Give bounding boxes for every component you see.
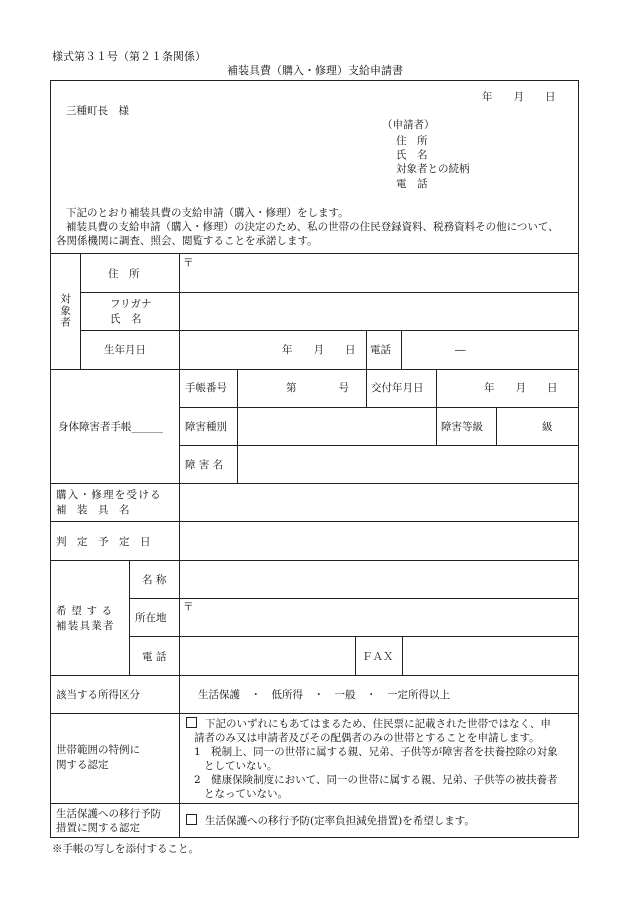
- form-number: 様式第３１号（第２１条関係）: [52, 50, 206, 63]
- assessment-date-label: 判 定 予 定 日: [56, 536, 151, 548]
- household-line-4: としていない。: [204, 760, 278, 772]
- vendor-location-field[interactable]: [180, 599, 578, 636]
- device-label-1: 購入・修理を受ける: [56, 489, 162, 501]
- welfare-checkbox[interactable]: [186, 814, 197, 825]
- household-line-6: となっていない。: [204, 788, 288, 800]
- vendor-name-label: 名 称: [142, 574, 167, 586]
- household-line-1-wrap: [186, 717, 551, 731]
- vendor-label-2: 補装具業者: [56, 620, 115, 632]
- application-date[interactable]: 年 月 日: [482, 91, 556, 103]
- disability-name-field[interactable]: [238, 446, 578, 483]
- applicant-relation-label[interactable]: 対象者との続柄: [396, 163, 470, 175]
- household-line-3: 1 税制上、同一の世帯に属する親、兄弟、子供等が障害者を扶養控除の対象: [194, 746, 558, 758]
- disability-name-label: 障 害 名: [185, 459, 224, 471]
- footer-note: ※手帳の写しを添付すること。: [52, 843, 199, 855]
- income-label: 該当する所得区分: [56, 689, 140, 701]
- welfare-text: 生活保護への移行予防(定率負担減免措置)を希望します。: [205, 815, 475, 827]
- disability-grade-value[interactable]: 級: [542, 421, 553, 433]
- household-checkbox[interactable]: [186, 717, 197, 728]
- form-title: 補装具費（購入・修理）支給申請書: [227, 64, 403, 77]
- addressee: 三種町長 様: [66, 105, 129, 117]
- applicant-address-label[interactable]: 住 所: [396, 135, 428, 147]
- household-line-1: 下記のいずれにもあてはまるため、住民票に記載された世帯ではなく、申: [205, 718, 551, 730]
- subject-address-label: 住 所: [108, 268, 140, 280]
- subject-furigana-label: フリガナ: [110, 298, 152, 310]
- statement-2a: 補装具費の支給申請（購入・修理）の決定のため、私の世帯の住民登録資料、税務資料その他について、: [66, 221, 559, 233]
- income-options[interactable]: 生活保護 ・ 低所得 ・ 一般 ・ 一定所得以上: [198, 689, 450, 701]
- welfare-label-2: 措置に関する認定: [56, 822, 140, 834]
- household-label-1: 世帯範囲の特例に: [56, 744, 140, 756]
- handbook-issue-label: 交付年月日: [371, 382, 424, 394]
- vendor-location-label: 所在地: [135, 612, 167, 624]
- applicant-name-label[interactable]: 氏 名: [396, 149, 428, 161]
- statement-1: 下記のとおり補装具費の支給申請（購入・修理）をします。: [66, 207, 349, 219]
- handbook-number-label: 手帳番号: [185, 382, 227, 394]
- device-label-2: 補 装 具 名: [56, 504, 130, 516]
- disability-type-field[interactable]: [238, 408, 435, 445]
- disability-grade-label: 障害等級: [441, 421, 483, 433]
- welfare-label-1: 生活保護への移行予防: [56, 808, 161, 820]
- subject-phone-separator[interactable]: ―: [455, 344, 466, 356]
- subject-side-label: 対象者: [59, 293, 72, 328]
- household-line-2: 請者のみ又は申請者及びその配偶者のみの世帯とすることを申請します。: [194, 732, 540, 744]
- applicant-heading: （申請者）: [382, 119, 435, 131]
- subject-name-field[interactable]: [180, 293, 578, 330]
- vendor-fax-label: ＦＡＸ: [362, 651, 394, 663]
- handbook-number-value[interactable]: 第 号: [286, 382, 349, 394]
- statement-2b: 各関係機関に調査、照会、閲覧することを承諾します。: [56, 235, 318, 247]
- vendor-postal-mark: 〒: [183, 601, 194, 613]
- assessment-date-field[interactable]: [180, 522, 578, 560]
- household-line-5: 2 健康保険制度において、同一の世帯に属する親、兄弟、子供等の被扶養者: [194, 774, 558, 786]
- disability-type-label: 障害種別: [185, 421, 227, 433]
- subject-phone-label: 電話: [370, 344, 391, 356]
- subject-name-label: 氏 名: [110, 313, 142, 325]
- subject-address-field[interactable]: [180, 254, 578, 292]
- vendor-phone-label: 電 話: [142, 651, 167, 663]
- subject-birth-label: 生年月日: [104, 344, 146, 356]
- vendor-label-1: 希望する: [56, 605, 117, 617]
- welfare-option: [186, 814, 475, 828]
- household-label-2: 関する認定: [56, 759, 109, 771]
- subject-birth-date[interactable]: 年 月 日: [282, 344, 356, 356]
- device-name-field[interactable]: [180, 484, 578, 521]
- subject-postal-mark: 〒: [183, 257, 194, 269]
- handbook-issue-value[interactable]: 年 月 日: [484, 382, 558, 394]
- handbook-label: 身体障害者手帳______: [58, 421, 163, 433]
- applicant-phone-label[interactable]: 電 話: [396, 178, 428, 190]
- vendor-name-field[interactable]: [180, 561, 578, 598]
